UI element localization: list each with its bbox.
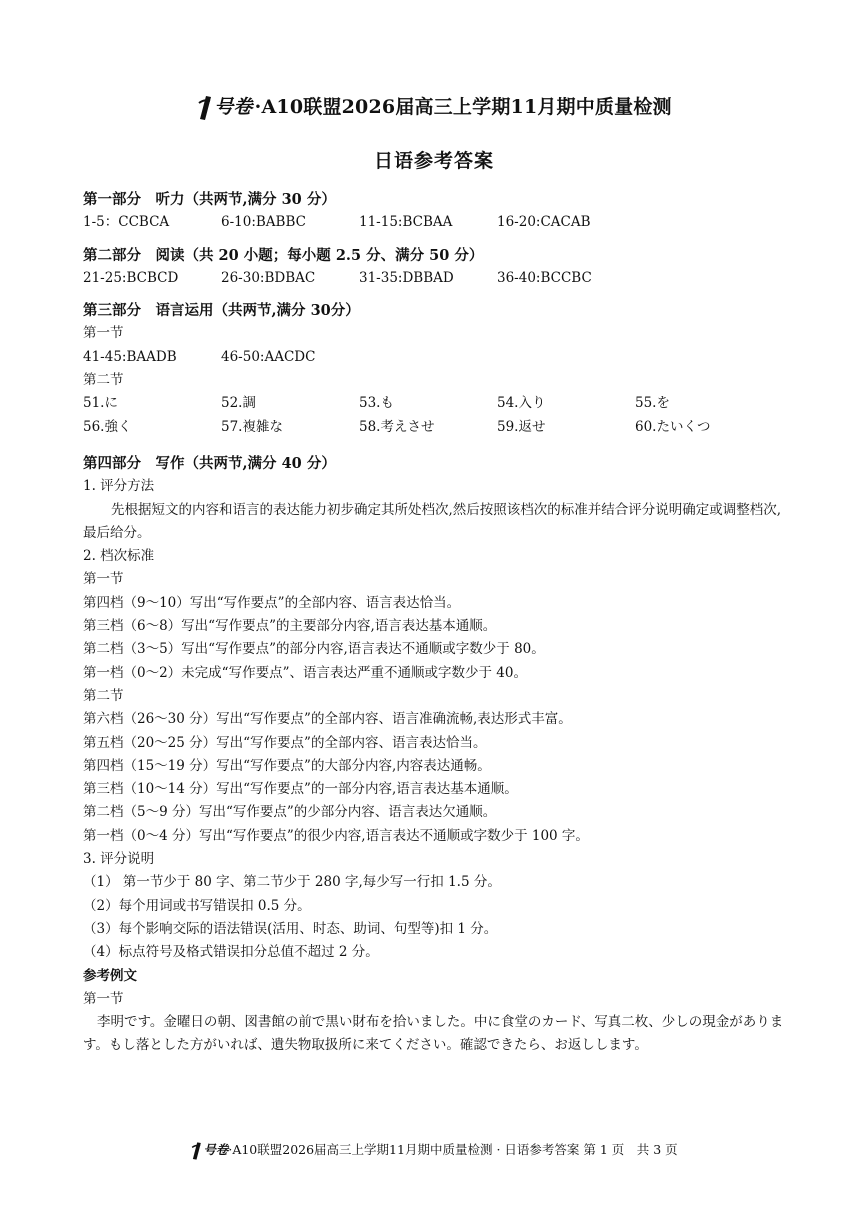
note-line: （2）每个用词或书写错误扣 0.5 分。 [83, 897, 311, 914]
brush-logo-icon [190, 1141, 203, 1161]
answer-item: 57.複雑な [221, 418, 283, 435]
level-line: 第一档（0～2）未完成“写作要点”、语言表达严重不通顺或字数少于 40。 [83, 664, 527, 681]
answer-group: 21-25:BCBCD [83, 269, 179, 286]
example-heading: 参考例文 [83, 967, 137, 984]
level-line: 第二档（3～5）写出“写作要点”的部分内容,语言表达不通顺或字数少于 80。 [83, 641, 545, 658]
answer-item: 56.強く [83, 418, 132, 435]
answer-group: 41-45:BAADB [83, 348, 177, 365]
brush-logo-icon [196, 95, 214, 121]
answer-item: 52.調 [221, 395, 256, 412]
level-standard-label: 2. 档次标准 [83, 548, 155, 565]
level-line: 第六档（26～30 分）写出“写作要点”的全部内容、语言准确流畅,表达形式丰富。 [83, 711, 572, 728]
answer-item: 54.入り [497, 395, 546, 412]
level-line: 第四档（15～19 分）写出“写作要点”的大部分内容,内容表达通畅。 [83, 757, 491, 774]
example-section1-label: 第一节 [83, 990, 124, 1007]
part3-section2-label: 第二节 [83, 372, 124, 389]
section1-label: 第一节 [83, 571, 124, 588]
answer-group: 6-10:BABBC [221, 214, 306, 231]
scoring-notes-label: 3. 评分说明 [83, 851, 155, 868]
part2-heading: 第二部分 阅读（共 20 小题；每小题 2.5 分、满分 50 分） [83, 246, 484, 264]
part1-heading: 第一部分 听力（共两节,满分 30 分） [83, 191, 336, 208]
answer-group: 16-20:CACAB [497, 214, 591, 231]
section2-label: 第二节 [83, 687, 124, 704]
example-text: 李明です。金曜日の朝、図書館の前で黒い財布を拾いました。中に食堂のカード、写真二枚、少しの現金があります。もし落とした方がいれば、遺失物取扱所に来てください。確認できたら、お返しします。 [83, 1014, 784, 1054]
answer-item: 60.たいくつ [635, 418, 711, 435]
answer-group: 46-50:AACDC [221, 348, 316, 365]
level-line: 第一档（0～4 分）写出“写作要点”的很少内容,语言表达不通顺或字数少于 100 字。 [83, 827, 589, 844]
answer-item: 51.に [83, 395, 118, 412]
answer-group: 31-35:DBBAD [359, 269, 454, 286]
level-line: 第三档（6～8）写出“写作要点”的主要部分内容,语言表达基本通顺。 [83, 618, 497, 635]
scoring-method-text: 先根据短文的内容和语言的表达能力初步确定其所处档次,然后按照该档次的标准并结合评分说明确定或调整档次,最后给分。 [83, 501, 782, 541]
scoring-method-label: 1. 评分方法 [83, 478, 155, 495]
note-line: （1） 第一节少于 80 字、第二节少于 280 字,每少写一行扣 1.5 分。 [83, 874, 501, 891]
part4-heading: 第四部分 写作（共两节,满分 40 分） [83, 454, 336, 472]
level-line: 第二档（5～9 分）写出“写作要点”的少部分内容、语言表达欠通顺。 [83, 804, 497, 821]
answer-group: 36-40:BCCBC [497, 269, 592, 286]
level-line: 第五档（20～25 分）写出“写作要点”的全部内容、语言表达恰当。 [83, 734, 487, 751]
part3-section1-label: 第一节 [83, 325, 124, 342]
level-line: 第三档（10～14 分）写出“写作要点”的一部分内容,语言表达基本通顺。 [83, 781, 518, 798]
part3-section1-answers [83, 346, 789, 369]
part1-answers [83, 211, 789, 234]
footer-brand: 号卷 [203, 1142, 229, 1157]
answer-group: 26-30:BDBAC [221, 269, 316, 286]
note-line: （3）每个影响交际的语法错误(活用、时态、助词、句型等)扣 1 分。 [83, 920, 498, 937]
part3-section2-row1 [83, 392, 789, 415]
part2-answers [83, 267, 789, 290]
answer-item: 55.を [635, 395, 670, 412]
answer-item: 59.返せ [497, 418, 546, 435]
answer-item: 58.考えさせ [359, 418, 435, 435]
main-content [83, 188, 789, 1058]
part3-section2-row2 [83, 416, 789, 439]
page-title [0, 92, 868, 121]
exam-title: ·A10联盟2026届高三上学期11月期中质量检测 [254, 96, 672, 118]
brand-name: 号卷 [214, 96, 253, 118]
level-line: 第四档（9～10）写出“写作要点”的全部内容、语言表达恰当。 [83, 594, 461, 611]
part3-heading: 第三部分 语言运用（共两节,满分 30分） [83, 302, 360, 320]
footer-text: ·A10联盟2026届高三上学期11月期中质量检测 · 日语参考答案 第 1 页 共 3 页 [228, 1142, 678, 1157]
page-footer [0, 1140, 868, 1161]
answer-group: 1-5：CCBCA [83, 214, 170, 231]
note-line: （4）标点符号及格式错误扣分总值不超过 2 分。 [83, 944, 379, 961]
page-subtitle: 日语参考答案 [373, 150, 494, 172]
answer-item: 53.も [359, 395, 394, 412]
answer-group: 11-15:BCBAA [359, 214, 453, 231]
